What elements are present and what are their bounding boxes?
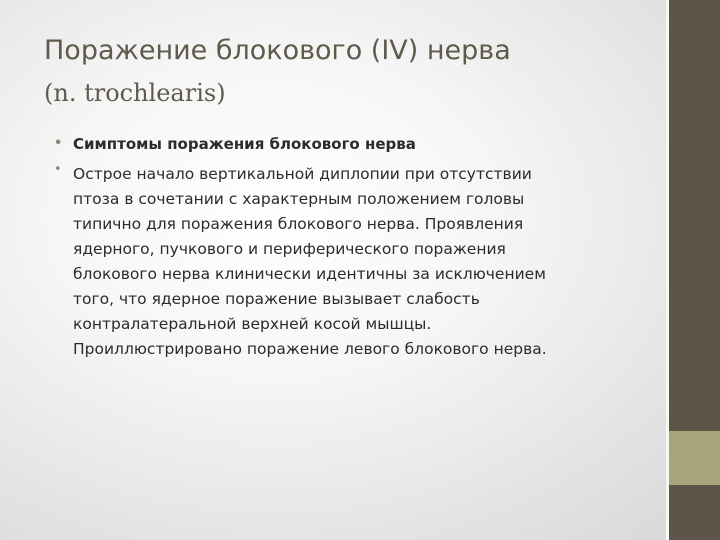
title-line-1: Поражение блокового (IV) нерва (44, 35, 511, 66)
sidebar-bar-top (669, 0, 720, 431)
body-line: того, что ядерное поражение вызывает слабость (73, 290, 480, 308)
title-line-2: (n. trochlearis) (44, 79, 226, 107)
slide-content (54, 132, 654, 362)
body-line: ядерного, пучкового и периферического поражения (73, 240, 506, 258)
sidebar-bar-bottom (669, 485, 720, 540)
body-line: Проиллюстрировано поражение левого блокового нерва. (73, 340, 547, 358)
body-line: • Острое начало вертикальной диплопии при отсутствии (73, 165, 532, 183)
body-line: блокового нерва клинически идентичны за исключением (73, 265, 546, 283)
bullet-heading: • Симптомы поражения блокового нерва (54, 132, 654, 156)
body-line: контралатеральной верхней косой мышцы. (73, 315, 432, 333)
sidebar-bar-accent (669, 431, 720, 485)
slide-title (44, 30, 654, 114)
body-line: типично для поражения блокового нерва. Проявления (73, 215, 524, 233)
bullet-body (54, 162, 654, 362)
body-line: птоза в сочетании с характерным положением головы (73, 190, 525, 208)
